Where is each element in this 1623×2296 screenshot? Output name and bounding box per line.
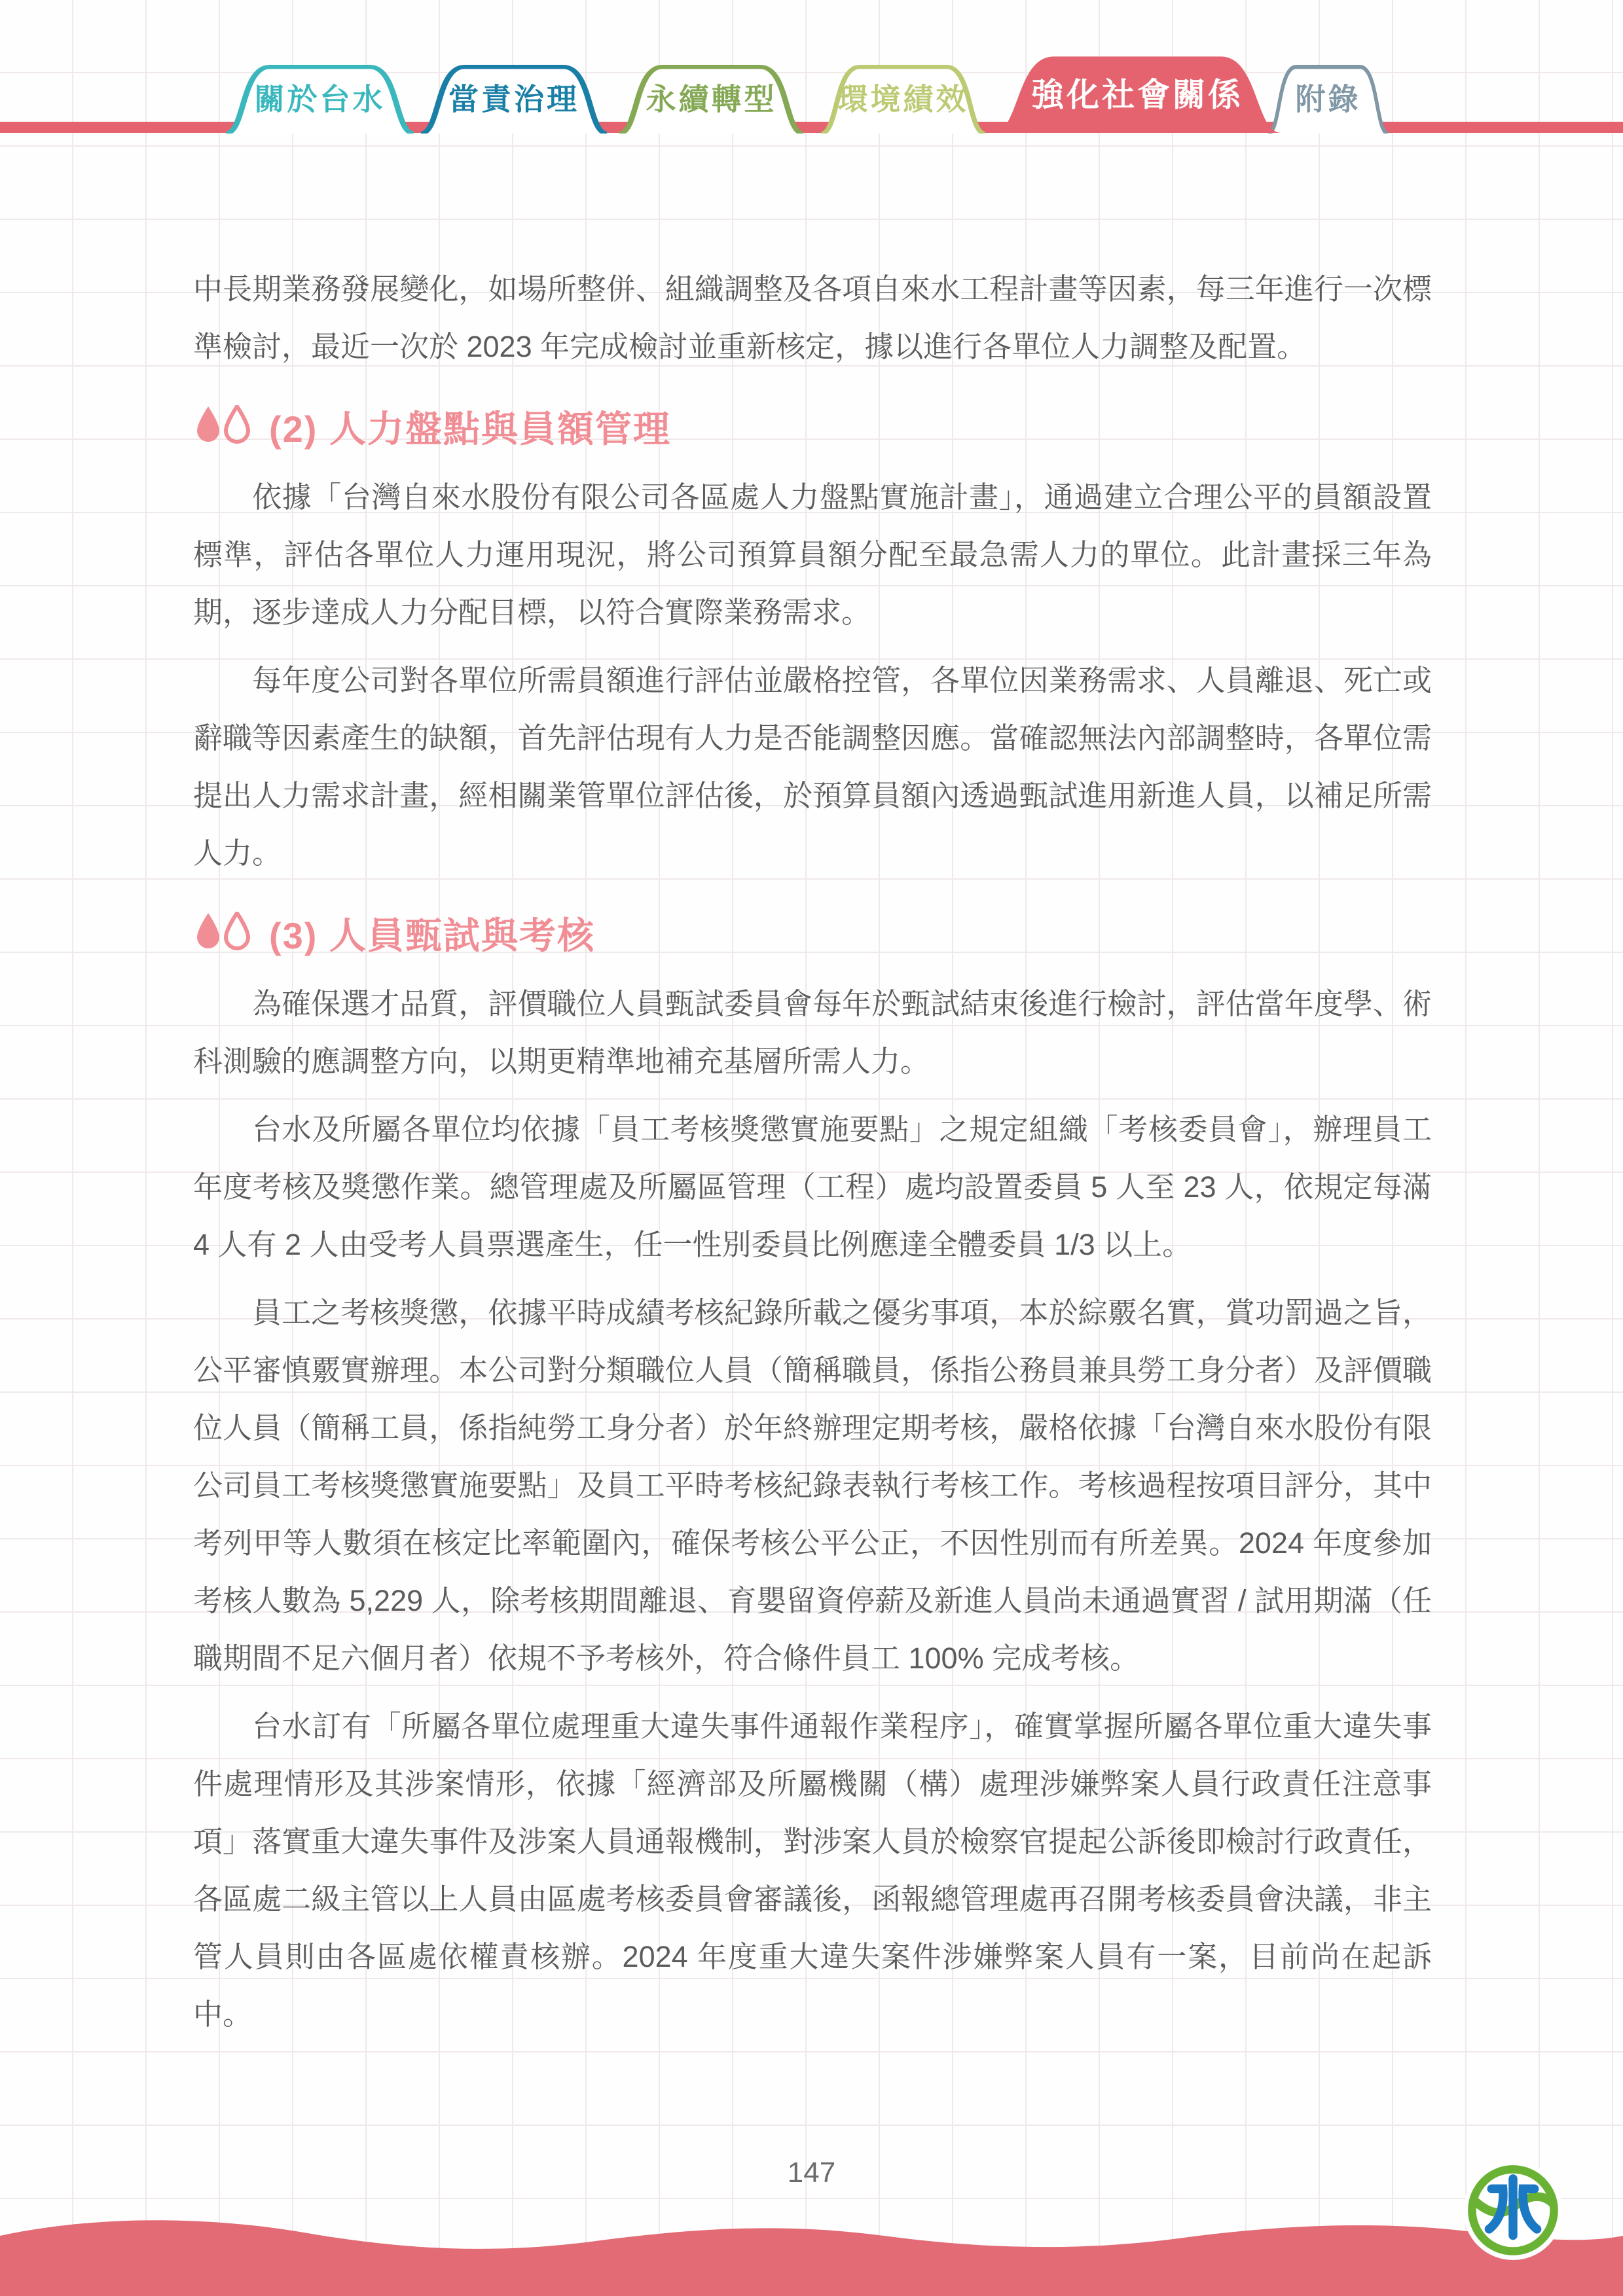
water-drops-icon bbox=[193, 405, 259, 448]
tab-social-relations-active[interactable] bbox=[993, 55, 1281, 133]
paragraph: 台水及所屬各單位均依據「員工考核獎懲實施要點」之規定組織「考核委員會」，辦理員工年度考核及獎懲作業。總管理處及所屬區管理（工程）處均設置委員 5 人至 23 人，依規定每滿 4 人有 2 人由受考人員票選產生，任一性別委員比例應達全體委員 1/3 以上。 bbox=[193, 1113, 1432, 1261]
paragraph: 每年度公司對各單位所需員額進行評估並嚴格控管，各單位因業務需求、人員離退、死亡或辭職等因素產生的缺額，首先評估現有人力是否能調整因應。當確認無法內部調整時，各單位需提出人力需求計畫，經相關業管單位評估後，於預算員額內透過甄試進用新進人員，以補足所需人力。 bbox=[193, 664, 1432, 870]
paragraph: 員工之考核獎懲，依據平時成績考核紀錄所載之優劣事項，本於綜覈名實，賞功罰過之旨，公平審慎覈實辦理。本公司對分類職位人員（簡稱職員，係指公務員兼具勞工身分者）及評價職位人員（簡稱工員，係指純勞工身分者）於年終辦理定期考核，嚴格依據「台灣自來水股份有限公司員工考核獎懲實施要點」及員工平時考核紀錄表執行考核工作。考核過程按項目評分，其中考列甲等人數須在核定比率範圍內，確保考核公平公正，不因性別而有所差異。2024 年度參加考核人數為 5,229 人，除考核期間離退、育嬰留資停薪及新進人員尚未通過實習 / 試用期滿（任職期間不足六個月者）依規不予考核外，符合條件員工 100% 完成考核。 bbox=[193, 1296, 1432, 1675]
tab-label: 當責治理 bbox=[448, 82, 579, 117]
tab-label: 關於台水 bbox=[254, 82, 386, 117]
section-heading-manpower bbox=[193, 401, 1432, 453]
paragraph: 依據「台灣自來水股份有限公司各區處人力盤點實施計畫」，通過建立合理公平的員額設置標準，評估各單位人力運用現況，將公司預算員額分配至最急需人力的單位。此計畫採三年為期，逐步達成人力分配目標，以符合實際業務需求。 bbox=[193, 480, 1432, 629]
tab-appendix[interactable] bbox=[1267, 64, 1389, 134]
section-heading-label: (3) 人員甄試與考核 bbox=[269, 915, 595, 956]
tab-governance[interactable] bbox=[419, 64, 609, 134]
section-heading-label: (2) 人力盤點與員額管理 bbox=[269, 408, 671, 450]
paragraph: 台水訂有「所屬各單位處理重大違失事件通報作業程序」，確實掌握所屬各單位重大違失事件處理情形及其涉案情形，依據「經濟部及所屬機關（構）處理涉嫌弊案人員行政責任注意事項」落實重大違失事件及涉案人員通報機制，對涉案人員於檢察官提起公訴後即檢討行政責任，各區處二級主管以上人員由區處考核委員會審議後，函報總管理處再召開考核委員會決議，非主管人員則由各區處依權責核辦。2024 年度重大違失案件涉嫌弊案人員有一案，目前尚在起訴中。 bbox=[193, 1710, 1432, 2031]
water-drops-icon bbox=[193, 912, 259, 955]
tab-label: 永續轉型 bbox=[646, 82, 777, 117]
footer-wave bbox=[0, 2210, 1623, 2296]
page-content bbox=[193, 260, 1432, 2054]
water-globe-icon bbox=[1463, 2160, 1563, 2261]
tab-environmental-performance[interactable] bbox=[820, 64, 987, 134]
paragraph-intro: 中長期業務發展變化，如場所整併、組織調整及各項自來水工程計畫等因素，每三年進行一次標準檢討，最近一次於 2023 年完成檢討並重新核定，據以進行各單位人力調整及配置。 bbox=[193, 272, 1432, 363]
tab-label: 附錄 bbox=[1295, 82, 1361, 117]
tab-label: 強化社會關係 bbox=[1031, 76, 1243, 113]
paragraph: 為確保選才品質，評價職位人員甄試委員會每年於甄試結束後進行檢討，評估當年度學、術科測驗的應調整方向，以期更精準地補充基層所需人力。 bbox=[193, 987, 1432, 1078]
taiwater-logo bbox=[1463, 2160, 1563, 2261]
tab-sustainable-transition[interactable] bbox=[617, 64, 805, 134]
tab-label: 環境績效 bbox=[837, 82, 969, 117]
section-heading-recruitment bbox=[193, 907, 1432, 960]
page-number: 147 bbox=[787, 2157, 836, 2189]
tab-about-taiwater[interactable] bbox=[224, 64, 416, 134]
